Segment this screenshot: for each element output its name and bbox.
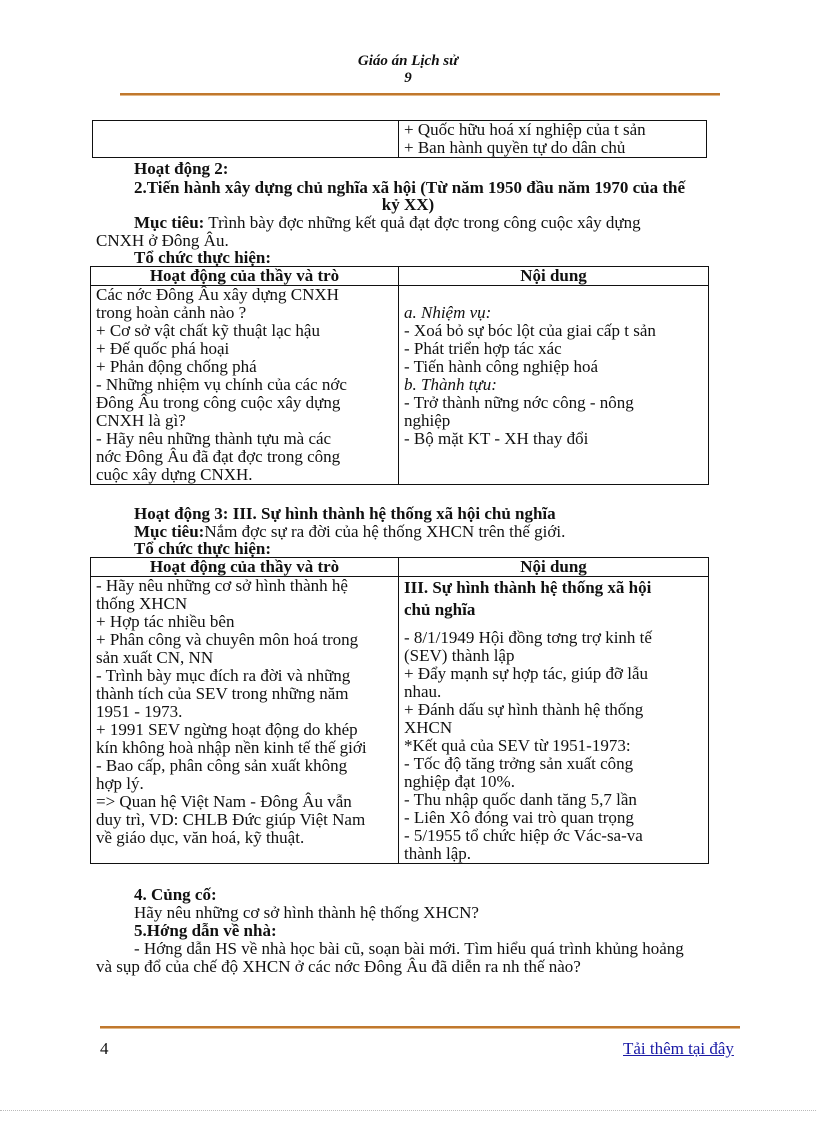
activity2-org-label: Tổ chức thực hiện: [134, 248, 272, 267]
activity2-title: 2.Tiến hành xây dựng chủ nghĩa xã hội (Từ năm 1950 đầu năm 1970 của thế [134, 178, 685, 197]
list-item: *Kết quả của SEV từ 1951-1973: [404, 736, 631, 755]
homework-line-1: - Hớng dẫn HS về nhà học bài cũ, soạn bài mới. Tìm hiểu quá trình khủng hoảng [134, 939, 684, 958]
column-header-content: Nội dung [399, 558, 709, 577]
goal-text: Trình bày đợc những kết quả đạt đợc trong công cuộc xây dựng [204, 213, 641, 232]
goal-label: Mục tiêu: [134, 213, 205, 232]
goal-label: Mục tiêu: [134, 522, 205, 541]
activity3-label: Hoạt động 3: III. Sự hình thành hệ thống xã hội chủ nghĩa [134, 504, 556, 523]
list-item: hợp lý. [96, 774, 144, 793]
list-item: - Những nhiệm vụ chính của các nớc [96, 375, 347, 394]
section-heading: III. Sự hình thành hệ thống xã hội [404, 578, 652, 597]
list-item: kín không hoà nhập nền kinh tế thế giới [96, 738, 367, 757]
activity2-label: Hoạt động 2: [134, 159, 229, 178]
table-header-row [91, 267, 709, 286]
list-item: + Đánh dấu sự hình thành hệ thống [404, 700, 644, 719]
list-item: - Bao cấp, phân công sản xuất không [96, 756, 348, 775]
table-header-row [91, 558, 709, 577]
document-title: Giáo án Lịch sử [357, 53, 459, 69]
list-item: - Tiến hành công nghiệp hoá [404, 357, 599, 376]
activity2-goal [134, 214, 641, 232]
list-item: + 1991 SEV ngừng hoạt động do khép [96, 720, 358, 739]
list-item: CNXH là gì? [96, 411, 186, 430]
list-item: + Hợp tác nhiều bên [96, 612, 235, 631]
homework-line-2: và sụp đổ của chế độ XHCN ở các nớc Đông Âu đã diễn ra nh thế nào? [96, 957, 581, 976]
list-item: + Quốc hữu hoá xí nghiệp của t sản [404, 120, 646, 139]
list-item: - Thu nhập quốc danh tăng 5,7 lần [404, 790, 637, 809]
list-item: thống XHCN [96, 594, 188, 613]
list-item: - Trình bày mục đích ra đời và những [96, 666, 351, 685]
activity3-table [90, 557, 709, 864]
list-item: cuộc xây dựng CNXH. [96, 465, 253, 484]
review-question: Hãy nêu những cơ sở hình thành hệ thống XHCN? [134, 903, 479, 922]
review-label: 4. Củng cố: [134, 885, 217, 904]
list-item: 1951 - 1973. [96, 702, 183, 721]
list-item: + Đế quốc phá hoại [96, 339, 230, 358]
page-number: 4 [100, 1039, 109, 1058]
section-heading: chủ nghĩa [404, 600, 476, 619]
list-item: thành lập. [404, 844, 472, 863]
column-header-content: Nội dung [399, 267, 709, 286]
list-item: b. Thành tựu: [404, 375, 497, 394]
list-item: về giáo dục, văn hoá, kỹ thuật. [96, 828, 305, 847]
download-link[interactable]: Tải thêm tại đây [623, 1039, 734, 1058]
activity2-table [90, 266, 709, 485]
homework-label: 5.Hớng dẫn về nhà: [134, 921, 277, 940]
list-item: - Phát triển hợp tác xác [404, 339, 562, 358]
activity2-goal-cont: CNXH ở Đông Âu. [96, 231, 229, 250]
table-cell-left [91, 577, 399, 864]
list-item: + Phản động chống phá [96, 357, 257, 376]
list-item: + Cơ sở vật chất kỹ thuật lạc hậu [96, 321, 320, 340]
list-item: trong hoàn cảnh nào ? [96, 303, 247, 322]
column-header-activities: Hoạt động của thầy và trò [91, 558, 399, 577]
table-row [93, 121, 707, 158]
list-item: thành tích của SEV trong những năm [96, 684, 349, 703]
list-item: nhau. [404, 682, 442, 701]
list-item: + Phân công và chuyên môn hoá trong [96, 630, 359, 649]
list-item: - 8/1/1949 Hội đồng tơng trợ kinh tế [404, 628, 652, 647]
list-item: nớc Đông Âu đã đạt đợc trong công [96, 447, 341, 466]
table-row [91, 286, 709, 485]
document-number: 9 [404, 70, 412, 86]
list-item: - Hãy nêu những thành tựu mà các [96, 429, 332, 448]
footer-divider [100, 1026, 740, 1029]
table-cell-right [399, 286, 709, 485]
activity3-org-label: Tổ chức thực hiện: [134, 539, 272, 558]
list-item: - Xoá bỏ sự bóc lột của giai cấp t sản [404, 321, 656, 340]
table-cell-left [91, 286, 399, 485]
list-item: (SEV) thành lập [404, 646, 515, 665]
list-item: nghiệp [404, 411, 451, 430]
top-continuation-table [92, 120, 707, 158]
list-item: XHCN [404, 718, 453, 737]
list-item: nghiệp đạt 10%. [404, 772, 515, 791]
list-item: sản xuất CN, NN [96, 648, 214, 667]
table-cell-right [399, 121, 707, 158]
header-divider [120, 93, 720, 96]
list-item: duy trì, VD: CHLB Đức giúp Việt Nam [96, 810, 366, 829]
table-cell-left [93, 121, 399, 158]
list-item: + Đẩy mạnh sự hợp tác, giúp đỡ lẫu [404, 664, 649, 683]
table-row [91, 577, 709, 864]
list-item: - Trở thành nững nớc công - nông [404, 393, 634, 412]
list-item: Đông Âu trong công cuộc xây dựng [96, 393, 341, 412]
list-item: => Quan hệ Việt Nam - Đông Âu vẫn [96, 792, 352, 811]
list-item: - Bộ mặt KT - XH thay đổi [404, 429, 589, 448]
list-item: - Tốc độ tăng trởng sản xuất công [404, 754, 634, 773]
list-item: - 5/1955 tổ chức hiệp ớc Vác-sa-va [404, 826, 643, 845]
goal-text: Nắm đợc sự ra đời của hệ thống XHCN trên thế giới. [204, 522, 566, 541]
list-item: a. Nhiệm vụ: [404, 303, 492, 322]
list-item: - Liên Xô đóng vai trò quan trọng [404, 808, 634, 827]
list-item: Các nớc Đông Âu xây dựng CNXH [96, 285, 339, 304]
list-item: + Ban hành quyền tự do dân chủ [404, 138, 626, 157]
column-header-activities: Hoạt động của thầy và trò [91, 267, 399, 286]
activity2-title-cont: kỷ XX) [381, 195, 435, 214]
page-edge [0, 1110, 816, 1111]
table-cell-right [399, 577, 709, 864]
list-item: - Hãy nêu những cơ sở hình thành hệ [96, 576, 348, 595]
